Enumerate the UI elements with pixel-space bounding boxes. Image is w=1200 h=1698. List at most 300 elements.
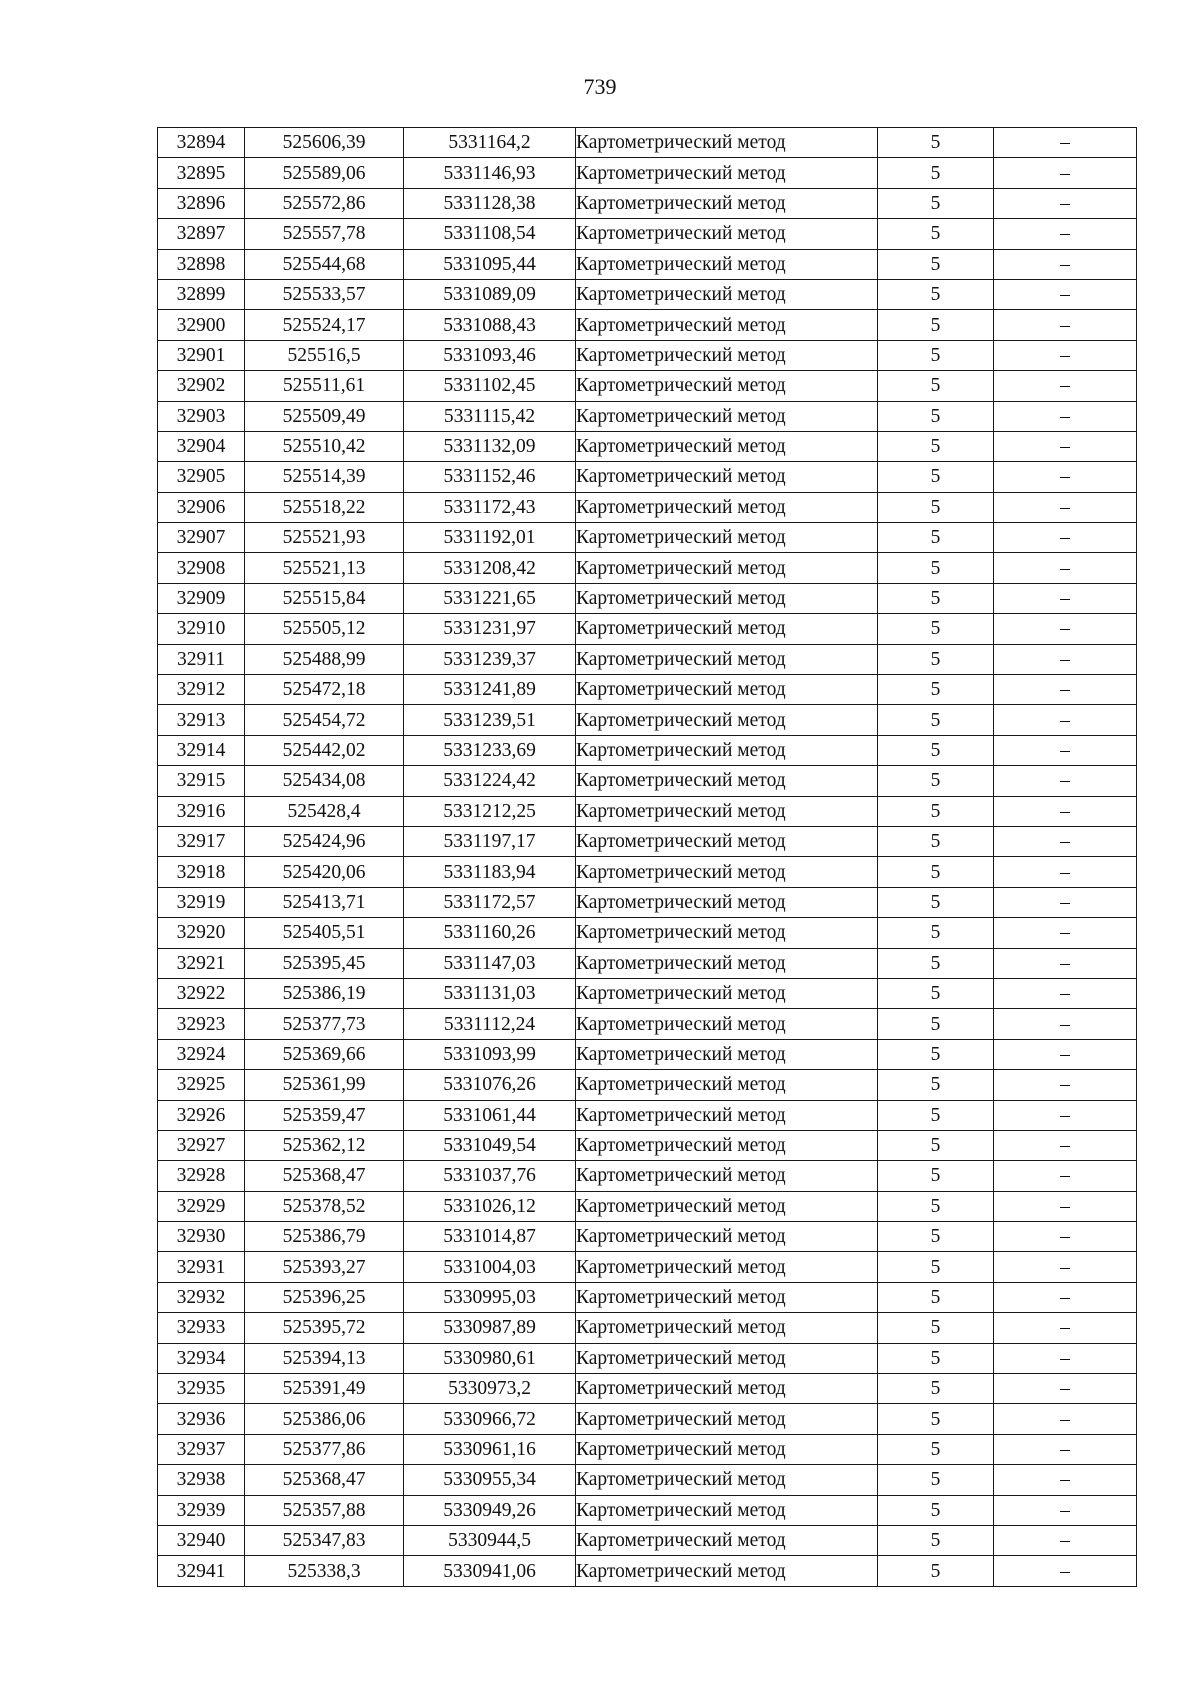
description-cell: – — [994, 310, 1137, 340]
point-number-cell: 32918 — [158, 857, 245, 887]
description-cell: – — [994, 1525, 1137, 1555]
accuracy-cell: 5 — [878, 857, 994, 887]
table-row — [158, 1374, 1137, 1404]
description-cell: – — [994, 401, 1137, 431]
point-number-cell: 32940 — [158, 1525, 245, 1555]
table-row — [158, 675, 1137, 705]
table-row — [158, 857, 1137, 887]
accuracy-cell: 5 — [878, 614, 994, 644]
accuracy-cell: 5 — [878, 249, 994, 279]
method-cell: Картометрический метод — [576, 1343, 878, 1373]
point-number-cell: 32928 — [158, 1161, 245, 1191]
x-coordinate-cell: 525378,52 — [245, 1191, 404, 1221]
method-cell: Картометрический метод — [576, 1282, 878, 1312]
point-number-cell: 32900 — [158, 310, 245, 340]
description-cell: – — [994, 796, 1137, 826]
point-number-cell: 32912 — [158, 675, 245, 705]
point-number-cell: 32936 — [158, 1404, 245, 1434]
table-row — [158, 1465, 1137, 1495]
x-coordinate-cell: 525557,78 — [245, 219, 404, 249]
y-coordinate-cell: 5331208,42 — [404, 553, 576, 583]
accuracy-cell: 5 — [878, 219, 994, 249]
y-coordinate-cell: 5331102,45 — [404, 371, 576, 401]
accuracy-cell: 5 — [878, 675, 994, 705]
table-row — [158, 1282, 1137, 1312]
description-cell: – — [994, 1070, 1137, 1100]
table-row — [158, 1404, 1137, 1434]
y-coordinate-cell: 5331014,87 — [404, 1222, 576, 1252]
y-coordinate-cell: 5331093,46 — [404, 340, 576, 370]
method-cell: Картометрический метод — [576, 735, 878, 765]
description-cell: – — [994, 1009, 1137, 1039]
table-row — [158, 978, 1137, 1008]
table-row — [158, 887, 1137, 917]
method-cell: Картометрический метод — [576, 857, 878, 887]
accuracy-cell: 5 — [878, 918, 994, 948]
method-cell: Картометрический метод — [576, 948, 878, 978]
method-cell: Картометрический метод — [576, 249, 878, 279]
method-cell: Картометрический метод — [576, 1130, 878, 1160]
accuracy-cell: 5 — [878, 128, 994, 158]
accuracy-cell: 5 — [878, 1343, 994, 1373]
accuracy-cell: 5 — [878, 705, 994, 735]
point-number-cell: 32908 — [158, 553, 245, 583]
description-cell: – — [994, 371, 1137, 401]
table-row — [158, 1100, 1137, 1130]
table-row — [158, 219, 1137, 249]
description-cell: – — [994, 857, 1137, 887]
y-coordinate-cell: 5330944,5 — [404, 1525, 576, 1555]
accuracy-cell: 5 — [878, 735, 994, 765]
method-cell: Картометрический метод — [576, 826, 878, 856]
description-cell: – — [994, 492, 1137, 522]
point-number-cell: 32897 — [158, 219, 245, 249]
accuracy-cell: 5 — [878, 310, 994, 340]
table-row — [158, 1009, 1137, 1039]
accuracy-cell: 5 — [878, 766, 994, 796]
method-cell: Картометрический метод — [576, 644, 878, 674]
method-cell: Картометрический метод — [576, 128, 878, 158]
description-cell: – — [994, 188, 1137, 218]
point-number-cell: 32937 — [158, 1434, 245, 1464]
description-cell: – — [994, 1252, 1137, 1282]
y-coordinate-cell: 5330949,26 — [404, 1495, 576, 1525]
point-number-cell: 32896 — [158, 188, 245, 218]
description-cell: – — [994, 918, 1137, 948]
description-cell: – — [994, 1282, 1137, 1312]
table-row — [158, 1495, 1137, 1525]
y-coordinate-cell: 5331026,12 — [404, 1191, 576, 1221]
method-cell: Картометрический метод — [576, 1039, 878, 1069]
accuracy-cell: 5 — [878, 188, 994, 218]
description-cell: – — [994, 340, 1137, 370]
y-coordinate-cell: 5331088,43 — [404, 310, 576, 340]
method-cell: Картометрический метод — [576, 340, 878, 370]
y-coordinate-cell: 5331147,03 — [404, 948, 576, 978]
table-row — [158, 249, 1137, 279]
description-cell: – — [994, 826, 1137, 856]
y-coordinate-cell: 5331231,97 — [404, 614, 576, 644]
point-number-cell: 32898 — [158, 249, 245, 279]
point-number-cell: 32930 — [158, 1222, 245, 1252]
y-coordinate-cell: 5331183,94 — [404, 857, 576, 887]
y-coordinate-cell: 5331061,44 — [404, 1100, 576, 1130]
x-coordinate-cell: 525386,79 — [245, 1222, 404, 1252]
y-coordinate-cell: 5331224,42 — [404, 766, 576, 796]
method-cell: Картометрический метод — [576, 188, 878, 218]
y-coordinate-cell: 5331037,76 — [404, 1161, 576, 1191]
accuracy-cell: 5 — [878, 158, 994, 188]
table-row — [158, 1343, 1137, 1373]
method-cell: Картометрический метод — [576, 310, 878, 340]
table-row — [158, 614, 1137, 644]
description-cell: – — [994, 279, 1137, 309]
table-row — [158, 705, 1137, 735]
description-cell: – — [994, 1495, 1137, 1525]
point-number-cell: 32938 — [158, 1465, 245, 1495]
y-coordinate-cell: 5330955,34 — [404, 1465, 576, 1495]
y-coordinate-cell: 5330973,2 — [404, 1374, 576, 1404]
description-cell: – — [994, 978, 1137, 1008]
description-cell: – — [994, 583, 1137, 613]
method-cell: Картометрический метод — [576, 1009, 878, 1039]
method-cell: Картометрический метод — [576, 492, 878, 522]
accuracy-cell: 5 — [878, 1434, 994, 1464]
x-coordinate-cell: 525396,25 — [245, 1282, 404, 1312]
table-row — [158, 340, 1137, 370]
point-number-cell: 32916 — [158, 796, 245, 826]
method-cell: Картометрический метод — [576, 614, 878, 644]
point-number-cell: 32929 — [158, 1191, 245, 1221]
x-coordinate-cell: 525424,96 — [245, 826, 404, 856]
x-coordinate-cell: 525454,72 — [245, 705, 404, 735]
method-cell: Картометрический метод — [576, 705, 878, 735]
method-cell: Картометрический метод — [576, 1222, 878, 1252]
accuracy-cell: 5 — [878, 1039, 994, 1069]
method-cell: Картометрический метод — [576, 887, 878, 917]
accuracy-cell: 5 — [878, 431, 994, 461]
method-cell: Картометрический метод — [576, 1313, 878, 1343]
table-row — [158, 948, 1137, 978]
table-row — [158, 918, 1137, 948]
point-number-cell: 32915 — [158, 766, 245, 796]
table-row — [158, 310, 1137, 340]
description-cell: – — [994, 249, 1137, 279]
description-cell: – — [994, 1434, 1137, 1464]
method-cell: Картометрический метод — [576, 796, 878, 826]
table-row — [158, 1525, 1137, 1555]
point-number-cell: 32902 — [158, 371, 245, 401]
description-cell: – — [994, 1313, 1137, 1343]
point-number-cell: 32914 — [158, 735, 245, 765]
accuracy-cell: 5 — [878, 1374, 994, 1404]
method-cell: Картометрический метод — [576, 766, 878, 796]
x-coordinate-cell: 525544,68 — [245, 249, 404, 279]
y-coordinate-cell: 5331172,57 — [404, 887, 576, 917]
point-number-cell: 32899 — [158, 279, 245, 309]
accuracy-cell: 5 — [878, 1465, 994, 1495]
description-cell: – — [994, 705, 1137, 735]
method-cell: Картометрический метод — [576, 583, 878, 613]
point-number-cell: 32919 — [158, 887, 245, 917]
accuracy-cell: 5 — [878, 1222, 994, 1252]
point-number-cell: 32926 — [158, 1100, 245, 1130]
point-number-cell: 32934 — [158, 1343, 245, 1373]
point-number-cell: 32935 — [158, 1374, 245, 1404]
accuracy-cell: 5 — [878, 1525, 994, 1555]
description-cell: – — [994, 948, 1137, 978]
description-cell: – — [994, 1222, 1137, 1252]
table-row — [158, 128, 1137, 158]
table-row — [158, 1556, 1137, 1586]
table-row — [158, 431, 1137, 461]
method-cell: Картометрический метод — [576, 918, 878, 948]
accuracy-cell: 5 — [878, 948, 994, 978]
y-coordinate-cell: 5331146,93 — [404, 158, 576, 188]
x-coordinate-cell: 525606,39 — [245, 128, 404, 158]
accuracy-cell: 5 — [878, 978, 994, 1008]
y-coordinate-cell: 5330961,16 — [404, 1434, 576, 1464]
y-coordinate-cell: 5331233,69 — [404, 735, 576, 765]
method-cell: Картометрический метод — [576, 158, 878, 188]
x-coordinate-cell: 525338,3 — [245, 1556, 404, 1586]
y-coordinate-cell: 5331197,17 — [404, 826, 576, 856]
x-coordinate-cell: 525386,19 — [245, 978, 404, 1008]
method-cell: Картометрический метод — [576, 219, 878, 249]
y-coordinate-cell: 5331192,01 — [404, 523, 576, 553]
table-row — [158, 401, 1137, 431]
description-cell: – — [994, 523, 1137, 553]
accuracy-cell: 5 — [878, 1556, 994, 1586]
method-cell: Картометрический метод — [576, 1100, 878, 1130]
point-number-cell: 32931 — [158, 1252, 245, 1282]
point-number-cell: 32939 — [158, 1495, 245, 1525]
accuracy-cell: 5 — [878, 887, 994, 917]
y-coordinate-cell: 5331093,99 — [404, 1039, 576, 1069]
method-cell: Картометрический метод — [576, 978, 878, 1008]
method-cell: Картометрический метод — [576, 401, 878, 431]
point-number-cell: 32913 — [158, 705, 245, 735]
y-coordinate-cell: 5331132,09 — [404, 431, 576, 461]
description-cell: – — [994, 1404, 1137, 1434]
method-cell: Картометрический метод — [576, 1434, 878, 1464]
y-coordinate-cell: 5330995,03 — [404, 1282, 576, 1312]
description-cell: – — [994, 735, 1137, 765]
y-coordinate-cell: 5331089,09 — [404, 279, 576, 309]
description-cell: – — [994, 614, 1137, 644]
y-coordinate-cell: 5331108,54 — [404, 219, 576, 249]
x-coordinate-cell: 525386,06 — [245, 1404, 404, 1434]
table-row — [158, 766, 1137, 796]
x-coordinate-cell: 525524,17 — [245, 310, 404, 340]
y-coordinate-cell: 5331131,03 — [404, 978, 576, 1008]
method-cell: Картометрический метод — [576, 553, 878, 583]
accuracy-cell: 5 — [878, 1070, 994, 1100]
accuracy-cell: 5 — [878, 1252, 994, 1282]
x-coordinate-cell: 525395,45 — [245, 948, 404, 978]
x-coordinate-cell: 525357,88 — [245, 1495, 404, 1525]
y-coordinate-cell: 5331152,46 — [404, 462, 576, 492]
x-coordinate-cell: 525361,99 — [245, 1070, 404, 1100]
point-number-cell: 32905 — [158, 462, 245, 492]
table-row — [158, 371, 1137, 401]
method-cell: Картометрический метод — [576, 1556, 878, 1586]
x-coordinate-cell: 525395,72 — [245, 1313, 404, 1343]
point-number-cell: 32920 — [158, 918, 245, 948]
method-cell: Картометрический метод — [576, 675, 878, 705]
y-coordinate-cell: 5331239,51 — [404, 705, 576, 735]
accuracy-cell: 5 — [878, 553, 994, 583]
x-coordinate-cell: 525359,47 — [245, 1100, 404, 1130]
x-coordinate-cell: 525533,57 — [245, 279, 404, 309]
description-cell: – — [994, 644, 1137, 674]
table-row — [158, 553, 1137, 583]
method-cell: Картометрический метод — [576, 1374, 878, 1404]
x-coordinate-cell: 525368,47 — [245, 1161, 404, 1191]
y-coordinate-cell: 5331049,54 — [404, 1130, 576, 1160]
y-coordinate-cell: 5330980,61 — [404, 1343, 576, 1373]
x-coordinate-cell: 525511,61 — [245, 371, 404, 401]
point-number-cell: 32941 — [158, 1556, 245, 1586]
accuracy-cell: 5 — [878, 401, 994, 431]
point-number-cell: 32911 — [158, 644, 245, 674]
point-number-cell: 32927 — [158, 1130, 245, 1160]
x-coordinate-cell: 525509,49 — [245, 401, 404, 431]
description-cell: – — [994, 431, 1137, 461]
x-coordinate-cell: 525347,83 — [245, 1525, 404, 1555]
point-number-cell: 32917 — [158, 826, 245, 856]
method-cell: Картометрический метод — [576, 523, 878, 553]
table-row — [158, 1252, 1137, 1282]
y-coordinate-cell: 5331212,25 — [404, 796, 576, 826]
table-row — [158, 492, 1137, 522]
y-coordinate-cell: 5331076,26 — [404, 1070, 576, 1100]
table-row — [158, 1313, 1137, 1343]
table-row — [158, 462, 1137, 492]
y-coordinate-cell: 5330987,89 — [404, 1313, 576, 1343]
description-cell: – — [994, 1191, 1137, 1221]
x-coordinate-cell: 525518,22 — [245, 492, 404, 522]
x-coordinate-cell: 525472,18 — [245, 675, 404, 705]
table-row — [158, 583, 1137, 613]
point-number-cell: 32894 — [158, 128, 245, 158]
accuracy-cell: 5 — [878, 1161, 994, 1191]
point-number-cell: 32922 — [158, 978, 245, 1008]
accuracy-cell: 5 — [878, 1495, 994, 1525]
description-cell: – — [994, 128, 1137, 158]
table-row — [158, 826, 1137, 856]
description-cell: – — [994, 219, 1137, 249]
x-coordinate-cell: 525413,71 — [245, 887, 404, 917]
y-coordinate-cell: 5331221,65 — [404, 583, 576, 613]
x-coordinate-cell: 525362,12 — [245, 1130, 404, 1160]
accuracy-cell: 5 — [878, 371, 994, 401]
method-cell: Картометрический метод — [576, 431, 878, 461]
x-coordinate-cell: 525369,66 — [245, 1039, 404, 1069]
coordinates-table — [157, 127, 1137, 1587]
y-coordinate-cell: 5330941,06 — [404, 1556, 576, 1586]
accuracy-cell: 5 — [878, 1404, 994, 1434]
table-row — [158, 1434, 1137, 1464]
x-coordinate-cell: 525488,99 — [245, 644, 404, 674]
x-coordinate-cell: 525394,13 — [245, 1343, 404, 1373]
accuracy-cell: 5 — [878, 462, 994, 492]
table-row — [158, 644, 1137, 674]
method-cell: Картометрический метод — [576, 1161, 878, 1191]
table-row — [158, 1070, 1137, 1100]
description-cell: – — [994, 158, 1137, 188]
point-number-cell: 32906 — [158, 492, 245, 522]
x-coordinate-cell: 525368,47 — [245, 1465, 404, 1495]
method-cell: Картометрический метод — [576, 1525, 878, 1555]
point-number-cell: 32932 — [158, 1282, 245, 1312]
method-cell: Картометрический метод — [576, 1191, 878, 1221]
y-coordinate-cell: 5331160,26 — [404, 918, 576, 948]
x-coordinate-cell: 525505,12 — [245, 614, 404, 644]
table-row — [158, 735, 1137, 765]
table-row — [158, 796, 1137, 826]
description-cell: – — [994, 766, 1137, 796]
accuracy-cell: 5 — [878, 1191, 994, 1221]
accuracy-cell: 5 — [878, 826, 994, 856]
point-number-cell: 32923 — [158, 1009, 245, 1039]
x-coordinate-cell: 525393,27 — [245, 1252, 404, 1282]
accuracy-cell: 5 — [878, 1009, 994, 1039]
method-cell: Картометрический метод — [576, 1070, 878, 1100]
table-row — [158, 523, 1137, 553]
description-cell: – — [994, 1465, 1137, 1495]
x-coordinate-cell: 525521,93 — [245, 523, 404, 553]
point-number-cell: 32903 — [158, 401, 245, 431]
point-number-cell: 32909 — [158, 583, 245, 613]
point-number-cell: 32933 — [158, 1313, 245, 1343]
x-coordinate-cell: 525420,06 — [245, 857, 404, 887]
description-cell: – — [994, 1343, 1137, 1373]
description-cell: – — [994, 553, 1137, 583]
table-row — [158, 279, 1137, 309]
description-cell: – — [994, 1374, 1137, 1404]
method-cell: Картометрический метод — [576, 279, 878, 309]
x-coordinate-cell: 525521,13 — [245, 553, 404, 583]
x-coordinate-cell: 525377,86 — [245, 1434, 404, 1464]
method-cell: Картометрический метод — [576, 371, 878, 401]
y-coordinate-cell: 5331164,2 — [404, 128, 576, 158]
x-coordinate-cell: 525572,86 — [245, 188, 404, 218]
accuracy-cell: 5 — [878, 279, 994, 309]
table-row — [158, 1161, 1137, 1191]
table-row — [158, 1039, 1137, 1069]
point-number-cell: 32895 — [158, 158, 245, 188]
description-cell: – — [994, 1100, 1137, 1130]
x-coordinate-cell: 525442,02 — [245, 735, 404, 765]
description-cell: – — [994, 1161, 1137, 1191]
point-number-cell: 32901 — [158, 340, 245, 370]
accuracy-cell: 5 — [878, 644, 994, 674]
table-row — [158, 1191, 1137, 1221]
x-coordinate-cell: 525516,5 — [245, 340, 404, 370]
x-coordinate-cell: 525514,39 — [245, 462, 404, 492]
x-coordinate-cell: 525391,49 — [245, 1374, 404, 1404]
method-cell: Картометрический метод — [576, 1404, 878, 1434]
point-number-cell: 32907 — [158, 523, 245, 553]
accuracy-cell: 5 — [878, 340, 994, 370]
x-coordinate-cell: 525377,73 — [245, 1009, 404, 1039]
description-cell: – — [994, 462, 1137, 492]
description-cell: – — [994, 1039, 1137, 1069]
y-coordinate-cell: 5331115,42 — [404, 401, 576, 431]
x-coordinate-cell: 525589,06 — [245, 158, 404, 188]
accuracy-cell: 5 — [878, 583, 994, 613]
